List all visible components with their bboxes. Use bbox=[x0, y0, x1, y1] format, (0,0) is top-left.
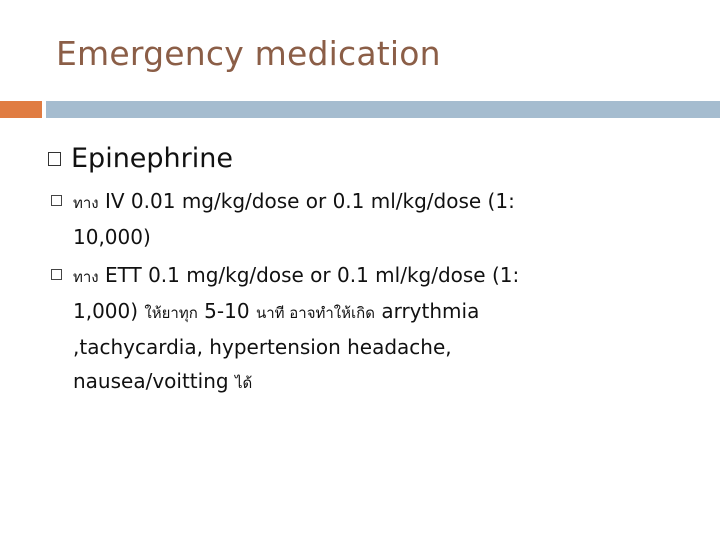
thai-prefix: ทาง bbox=[73, 268, 99, 286]
bullet-iv bbox=[48, 184, 648, 254]
bullet-ett-line4: nausea/voitting bbox=[73, 369, 235, 393]
bullet-iv-text: IV 0.01 mg/kg/dose or 0.1 ml/kg/dose (1: bbox=[98, 189, 515, 213]
heading-epinephrine bbox=[48, 140, 648, 178]
bullet-ett-interval: 5-10 bbox=[197, 299, 256, 323]
thai-prefix: ทาง bbox=[73, 194, 99, 212]
square-bullet-icon bbox=[51, 195, 62, 206]
bullet-ett-text: ETT 0.1 mg/kg/dose or 0.1 ml/kg/dose (1: bbox=[98, 263, 520, 287]
thai-can: ได้ bbox=[234, 374, 253, 392]
thai-give-every: ให้ยาทุก bbox=[144, 304, 198, 322]
thai-minutes-may-cause: นาที อาจทำให้เกิด bbox=[255, 304, 375, 322]
square-bullet-icon bbox=[51, 269, 62, 280]
slide-title: Emergency medication bbox=[56, 34, 441, 73]
slide-content bbox=[48, 140, 648, 400]
accent-bar-blue bbox=[46, 101, 720, 118]
bullet-ett-dose: 1,000) bbox=[73, 299, 145, 323]
bullet-iv-line2: 10,000) bbox=[73, 225, 151, 249]
bullet-ett bbox=[48, 258, 648, 400]
square-bullet-icon bbox=[48, 152, 61, 166]
heading-text: Epinephrine bbox=[71, 143, 233, 174]
accent-bar-orange bbox=[0, 101, 42, 118]
bullet-ett-line3: ,tachycardia, hypertension headache, bbox=[73, 335, 452, 359]
bullet-ett-effect: arrythmia bbox=[374, 299, 480, 323]
